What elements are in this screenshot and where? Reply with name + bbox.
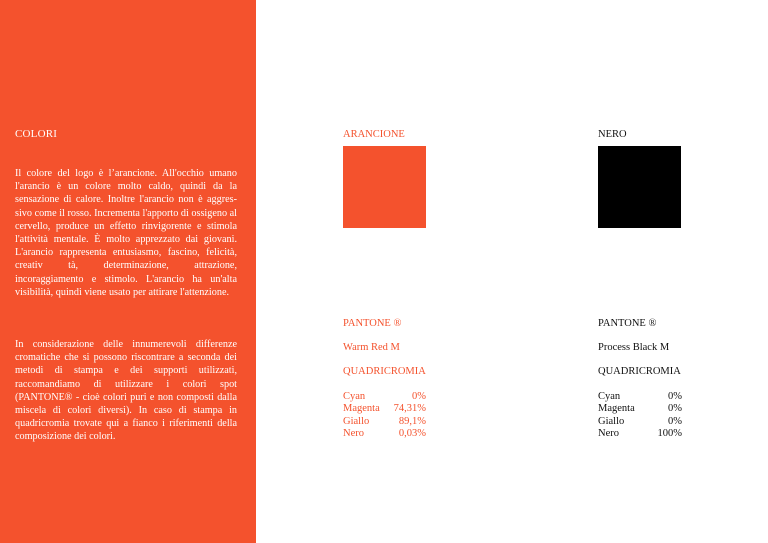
quadricromia-label: QUADRICROMIA bbox=[343, 366, 426, 377]
logo-color-description bbox=[15, 167, 237, 299]
cmyk-row bbox=[343, 416, 426, 428]
cmyk-value: 0% bbox=[668, 391, 682, 402]
cmyk-values bbox=[343, 391, 426, 440]
cmyk-value: 0% bbox=[668, 415, 682, 427]
pantone-label: PANTONE ® bbox=[598, 318, 657, 329]
pantone-name: Warm Red M bbox=[343, 342, 400, 353]
color-title: ARANCIONE bbox=[343, 129, 405, 140]
printing-note bbox=[15, 338, 237, 444]
cmyk-row bbox=[343, 391, 426, 403]
printing-paragraph: In considerazione delle innumerevoli differenze cromatiche che si possono riscontrare a seconda dei metodi di stampa e dei supporti utilizzati, raccomandiamo di utilizzare i colori spot (PANTONE® - cioè colori puri e non composti dalla miscela di colori diversi). In caso di stampa in quadricromia trovate qui a fianco i riferimenti della composizione dei colori. bbox=[15, 339, 237, 443]
cmyk-row bbox=[598, 416, 682, 428]
colori-panel bbox=[0, 0, 256, 543]
color-swatch-black bbox=[598, 146, 681, 228]
cmyk-label: Giallo bbox=[598, 415, 625, 427]
pantone-label: PANTONE ® bbox=[343, 318, 402, 329]
cmyk-label: Nero bbox=[598, 427, 619, 439]
cmyk-value: 0% bbox=[668, 403, 682, 415]
color-title: NERO bbox=[598, 129, 627, 140]
quadricromia-label: QUADRICROMIA bbox=[598, 366, 681, 377]
cmyk-value: 89,1% bbox=[398, 415, 426, 427]
cmyk-value: 0,03% bbox=[398, 427, 426, 439]
cmyk-label: Giallo bbox=[343, 415, 370, 427]
color-swatch-orange bbox=[343, 146, 426, 228]
cmyk-label: Magenta bbox=[598, 403, 635, 415]
cmyk-value: 74,31% bbox=[393, 403, 426, 415]
cmyk-value: 0% bbox=[412, 391, 426, 402]
cmyk-label: Nero bbox=[343, 427, 364, 439]
cmyk-row bbox=[598, 403, 682, 415]
section-title: COLORI bbox=[15, 128, 58, 140]
cmyk-value: 100% bbox=[657, 427, 682, 439]
cmyk-row bbox=[598, 428, 682, 440]
description-paragraph: Il colore del logo è l’arancione. All'occhio umano l'arancio è un colore molto caldo, quindi da la sensazione di calore. Inoltre l'arancio non è aggres-sivo come il rosso. Incrementa l'apporto di ossigeno al cervello, produce un effetto rinvigorente e stimola l'attività mentale. È molto apprezzato dai giovani. L'arancio rappresenta entusiasmo, fascino, felicità, creativ tà, determinazione, attrazione, incoraggiamento e stimolo. L'arancio ha un'alta visibilità, quindi viene usato per attirare l'attenzione. bbox=[15, 168, 237, 298]
cmyk-row bbox=[598, 391, 682, 403]
cmyk-label: Magenta bbox=[343, 403, 380, 415]
cmyk-row bbox=[343, 428, 426, 440]
cmyk-label: Cyan bbox=[598, 391, 621, 402]
cmyk-values bbox=[598, 391, 682, 440]
pantone-name: Process Black M bbox=[598, 342, 670, 353]
cmyk-row bbox=[343, 403, 426, 415]
cmyk-label: Cyan bbox=[343, 391, 366, 402]
